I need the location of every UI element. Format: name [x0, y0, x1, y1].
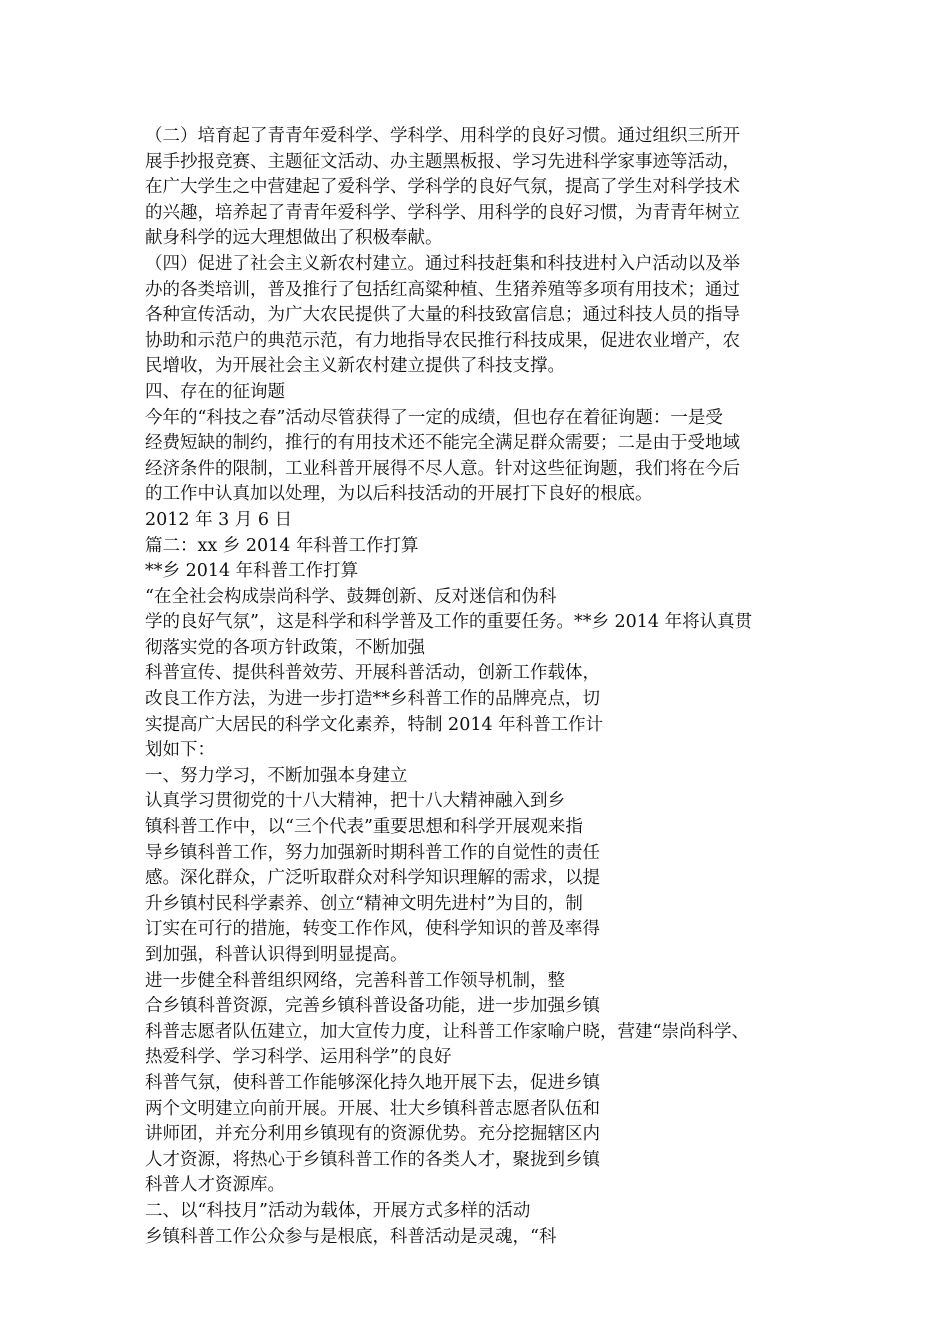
- text-line: 合乡镇科普资源，完善乡镇科普设备功能，进一步加强乡镇: [145, 996, 600, 1017]
- text-line: 经济条件的限制，工业科普开展得不尽人意。针对这些征询题，我们将在今后: [145, 458, 740, 479]
- text-line: “在全社会构成崇尚科学、鼓舞创新、反对迷信和伪科: [145, 586, 557, 607]
- text-line: 认真学习贯彻党的十八大精神，把十八大精神融入到乡: [145, 791, 565, 812]
- text-line: 订实在可行的措施，转变工作作风，使科学知识的普及率得: [145, 919, 600, 940]
- text-line: 在广大学生之中营建起了爱科学、学科学的良好气氛，提高了学生对科学技术: [145, 177, 740, 198]
- text-line: 四、存在的征询题: [145, 381, 285, 402]
- text-line: 讲师团，并充分利用乡镇现有的资源优势。充分挖掘辖区内: [145, 1124, 600, 1145]
- text-line: 进一步健全科普组织网络，完善科普工作领导机制，整: [145, 970, 565, 991]
- text-line: 的兴趣，培养起了青青年爱科学、学科学、用科学的良好习惯，为青青年树立: [145, 202, 740, 223]
- text-line: 感。深化群众，广泛听取群众对科学知识理解的需求，以提: [145, 868, 600, 889]
- text-line: （二）培育起了青青年爱科学、学科学、用科学的良好习惯。通过组织三所开: [145, 126, 740, 146]
- text-line: 民增收，为开展社会主义新农村建立提供了科技支撑。: [145, 356, 565, 377]
- text-line: 协助和示范户的典范示范，有力地指导农民推行科技成果，促进农业增产，农: [145, 330, 740, 351]
- text-line: 办的各类培训，普及推行了包括红高粱种植、生猪养殖等多项有用技术；通过: [145, 279, 740, 300]
- text-line: 献身科学的远大理想做出了积极奉献。: [145, 228, 443, 249]
- document-body: [145, 124, 825, 1250]
- text-line: 学的良好气氛”，这是科学和科学普及工作的重要任务。**乡 2014 年将认真贯: [145, 612, 753, 633]
- text-line: **乡 2014 年科普工作打算: [145, 561, 359, 582]
- text-line: 篇二：xx 乡 2014 年科普工作打算: [145, 535, 419, 556]
- text-line: 镇科普工作中，以“三个代表”重要思想和科学开展观来指: [145, 817, 583, 838]
- text-line: 的工作中认真加以处理，为以后科技活动的开展打下良好的根底。: [145, 484, 653, 505]
- text-line: 导乡镇科普工作，努力加强新时期科普工作的自觉性的责任: [145, 842, 600, 863]
- text-line: 科普人才资源库。: [145, 1175, 285, 1196]
- text-line: 各种宣传活动，为广大农民提供了大量的科技致富信息；通过科技人员的指导: [145, 305, 740, 326]
- text-line: 热爱科学、学习科学、运用科学”的良好: [145, 1047, 452, 1068]
- text-line: 实提高广大居民的科学文化素养，特制 2014 年科普工作计: [145, 714, 604, 735]
- text-line: 改良工作方法，为进一步打造**乡科普工作的品牌亮点，切: [145, 689, 600, 710]
- text-line: 两个文明建立向前开展。开展、壮大乡镇科普志愿者队伍和: [145, 1098, 600, 1119]
- text-line: 展手抄报竞赛、主题征文活动、办主题黑板报、学习先进科学家事迹等活动，: [145, 151, 740, 172]
- text-line: 二、以“科技月”活动为载体，开展方式多样的活动: [145, 1200, 531, 1221]
- text-line: 科普气氛，使科普工作能够深化持久地开展下去，促进乡镇: [145, 1072, 600, 1093]
- text-line: 升乡镇村民科学素养、创立“精神文明先进村”为目的，制: [145, 893, 583, 914]
- text-line: 划如下：: [145, 740, 215, 761]
- text-line: 彻落实党的各项方针政策，不断加强: [145, 637, 425, 658]
- text-line: 科普宣传、提供科普效劳、开展科普活动，创新工作载体，: [145, 663, 600, 684]
- text-line: 到加强，科普认识得到明显提高。: [145, 945, 408, 965]
- text-line: 一、努力学习，不断加强本身建立: [145, 765, 408, 786]
- text-line: 人才资源，将热心于乡镇科普工作的各类人才，聚拢到乡镇: [145, 1149, 600, 1170]
- text-line: （四）促进了社会主义新农村建立。通过科技赶集和科技进村入户活动以及举: [145, 253, 740, 274]
- text-line: 乡镇科普工作公众参与是根底，科普活动是灵魂，“科: [145, 1226, 557, 1247]
- text-line: 科普志愿者队伍建立，加大宣传力度，让科普工作家喻户晓，营建“崇尚科学、: [145, 1021, 749, 1042]
- text-line: 2012 年 3 月 6 日: [145, 509, 293, 530]
- text-line: 今年的“科技之春”活动尽管获得了一定的成绩，但也存在着征询题：一是受: [145, 407, 723, 428]
- text-line: 经费短缺的制约，推行的有用技术还不能完全满足群众需要；二是由于受地域: [145, 433, 740, 454]
